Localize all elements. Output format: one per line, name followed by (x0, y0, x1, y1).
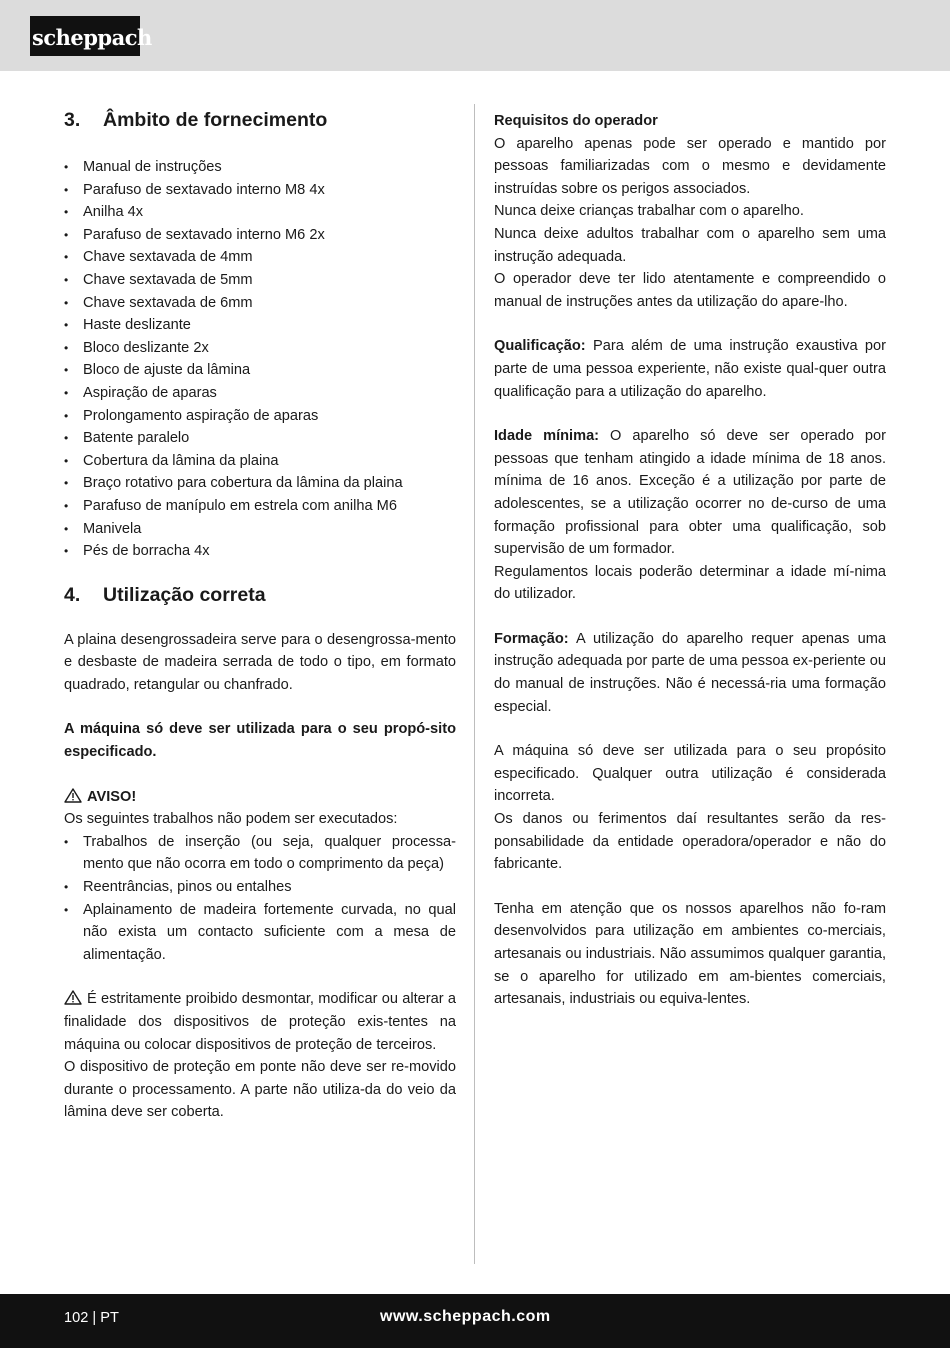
list-item: • Trabalhos de inserção (ou seja, qualquer processa-mento que não ocorra em todo o comprimento da peça) (64, 831, 456, 876)
liability-paragraph: Os danos ou ferimentos daí resultantes serão da res-ponsabilidade da entidade operadora/operador e não do fabricante. (494, 811, 886, 873)
left-column (64, 106, 456, 1124)
minimum-age-paragraph (494, 425, 886, 561)
training-text: A utilização do aparelho requer apenas uma instrução adequada por parte de uma pessoa ex-periente ou do manual de instruções. Não é necessá-ria uma formação especial. (494, 630, 886, 715)
operator-paragraph: O operador deve ter lido atentamente e compreendido o manual de instruções antes da utilização do apare-lho. (494, 271, 886, 310)
prohibited-work-list (64, 831, 456, 967)
section-number: 4. (64, 583, 81, 606)
bridge-guard-note: O dispositivo de proteção em ponte não deve ser re-movido durante o processamento. A parte não utiliza-da do veio da lâmina deve ser coberta. (64, 1059, 456, 1121)
intended-use-note: A máquina só deve ser utilizada para o seu propó-sito especificado. (64, 721, 456, 761)
minimum-age-text: O aparelho só deve ser operado por pessoas que tenham atingido a idade mínima de 18 anos. mínima de 16 anos. Exceção é a utilização por parte de adolescentes, se a utilização ocorrer no de-curso de uma formação profissional para obter uma qualificação, sob supervisão de um formador. (494, 428, 887, 558)
commercial-use-note: Tenha em atenção que os nossos aparelhos não fo-ram desenvolvidos para utilização em ambientes co-merciais, artesanais ou industriais. Não assumimos qualquer garantia, se o aparelho for utilizado em am-bientes comerciais, artesanais, industriais ou equiva-lentes. (494, 900, 886, 1008)
list-item: • Aspiração de aparas (64, 382, 456, 405)
list-item: • Parafuso de manípulo em estrela com anilha M6 (64, 495, 456, 518)
list-item: • Anilha 4x (64, 201, 456, 224)
scheppach-logo: scheppach (30, 16, 140, 56)
list-item: • Chave sextavada de 5mm (64, 269, 456, 292)
list-item: • Pés de borracha 4x (64, 540, 456, 563)
section-number: 3. (64, 109, 81, 131)
list-item: • Batente paralelo (64, 427, 456, 450)
intended-use-intro: A plaina desengrossadeira serve para o desengrossa-mento e desbaste de madeira serrada de todo o tipo, em formato quadrado, retangular ou chanfrado. (64, 631, 456, 693)
purpose-paragraph: A máquina só deve ser utilizada para o seu propósito especificado. Qualquer outra utilização é considerada incorreta. (494, 743, 886, 805)
list-item: • Chave sextavada de 4mm (64, 246, 456, 269)
warning-heading (64, 786, 456, 809)
training-label: Formação: (494, 630, 569, 647)
page-number: 102 | PT (64, 1310, 119, 1326)
list-item: • Aplainamento de madeira fortemente curvada, no qual não exista um contacto suficiente com a mesa de alimentação. (64, 899, 456, 967)
list-item: • Bloco de ajuste da lâmina (64, 359, 456, 382)
section-4-heading (64, 581, 456, 609)
list-item: • Bloco deslizante 2x (64, 337, 456, 360)
section-title: Utilização correta (103, 583, 266, 606)
list-item: • Manual de instruções (64, 156, 456, 179)
operator-paragraph: Nunca deixe crianças trabalhar com o aparelho. (494, 203, 804, 220)
list-item: • Reentrâncias, pinos ou entalhes (64, 876, 456, 899)
qualification-paragraph (494, 335, 886, 403)
warning-triangle-icon (64, 990, 82, 1005)
prohibition-note (64, 988, 456, 1056)
training-paragraph (494, 628, 886, 718)
website-url: www.scheppach.com (380, 1308, 551, 1325)
list-item: • Haste deslizante (64, 314, 456, 337)
prohibition-text: É estritamente proibido desmontar, modificar ou alterar a finalidade dos dispositivos de proteção exis-tentes na máquina ou colocar dispositivos de proteção de terceiros. (64, 991, 456, 1053)
list-item: • Parafuso de sextavado interno M8 4x (64, 179, 456, 202)
section-title: Âmbito de fornecimento (103, 109, 328, 131)
list-item: • Manivela (64, 518, 456, 541)
warning-label: AVISO! (87, 788, 137, 805)
list-item: • Parafuso de sextavado interno M6 2x (64, 224, 456, 247)
qualification-text: Para além de uma instrução exaustiva por parte de uma pessoa experiente, não existe qual-quer outra qualificação para a utilização do aparelho. (494, 338, 886, 400)
qualification-label: Qualificação: (494, 338, 586, 355)
right-column (494, 110, 886, 1011)
minimum-age-label: Idade mínima: (494, 428, 600, 445)
list-item: • Cobertura da lâmina da plaina (64, 450, 456, 473)
list-item: • Prolongamento aspiração de aparas (64, 405, 456, 428)
warning-intro: Os seguintes trabalhos não podem ser executados: (64, 811, 398, 828)
local-regulations-paragraph: Regulamentos locais poderão determinar a idade mí-nima do utilizador. (494, 563, 886, 603)
scope-of-delivery-list (64, 156, 456, 563)
operator-paragraph: O aparelho apenas pode ser operado e mantido por pessoas familiarizadas com o mesmo e devidamente instruídas sobre os perigos associados. (494, 135, 886, 197)
section-3-heading (64, 106, 456, 134)
list-item: • Braço rotativo para cobertura da lâmina da plaina (64, 472, 456, 495)
operator-paragraph: Nunca deixe adultos trabalhar com o aparelho sem uma instrução adequada. (494, 225, 886, 265)
warning-triangle-icon (64, 788, 82, 803)
operator-requirements-heading: Requisitos do operador (494, 113, 658, 129)
list-item: • Chave sextavada de 6mm (64, 292, 456, 315)
column-divider (474, 104, 475, 1264)
